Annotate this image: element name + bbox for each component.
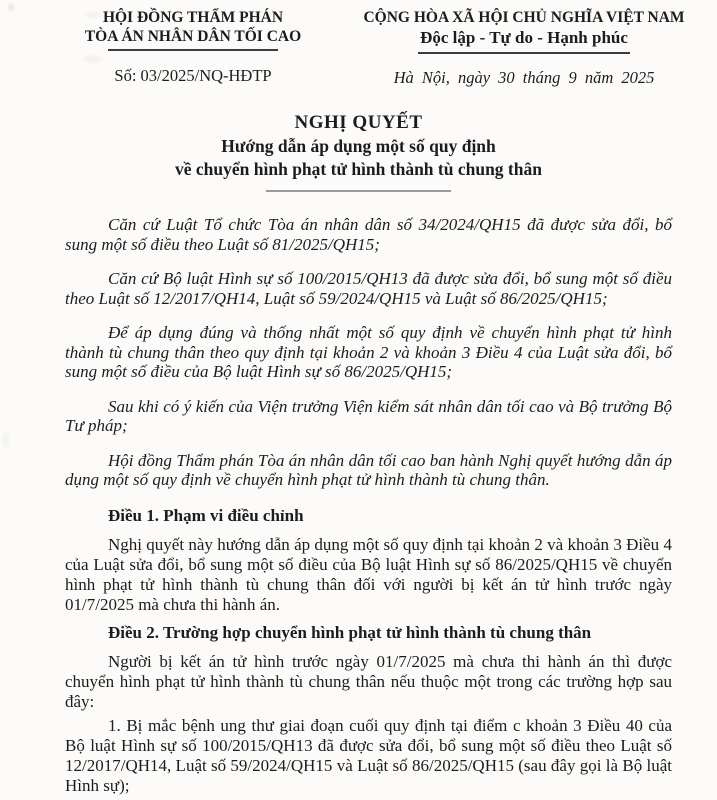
preamble-paragraph: Căn cứ Luật Tổ chức Tòa án nhân dân số 34/2024/QH15 đã được sửa đổi, bổ sung một số điều theo Luật số 81/2025/QH15; [65, 215, 672, 254]
place-date-line: Hà Nội, ngày 30 tháng 9 năm 2025 [393, 68, 655, 87]
preamble-paragraph: Hội đồng Thẩm phán Tòa án nhân dân tối cao ban hành Nghị quyết hướng dẫn áp dụng một số quy định về chuyển hình phạt tử hình thành tù chung thân. [65, 450, 672, 489]
preamble-paragraph: Để áp dụng đúng và thống nhất một số quy định về chuyển hình phạt tử hình thành tù chung thân theo quy định tại khoản 2 và khoản 3 Điều 4 của Luật sửa đổi, bổ sung một số điều của Bộ luật Hình sự số 86/2025/QH15; [65, 323, 672, 381]
article-2-paragraph: Người bị kết án tử hình trước ngày 01/7/2025 mà chưa thi hành án thì được chuyển hình phạt tử hình thành tù chung thân nếu thuộc một trong các trường hợp sau đây: [65, 651, 672, 711]
national-motto: Độc lập - Tự do - Hạnh phúc [420, 28, 628, 47]
article-1-paragraph: Nghị quyết này hướng dẫn áp dụng một số quy định tại khoản 2 và khoản 3 Điều 4 của Luật sửa đổi, bổ sung một số điều của Bộ luật Hình sự số 86/2025/QH15 về chuyển hình phạt tử hình thành tù chung thân đối với người bị kết án tử hình trước ngày 01/7/2025 mà chưa thi hành án. [65, 534, 672, 614]
document-number: Số: 03/2025/NQ-HĐTP [114, 66, 272, 85]
document-subtitle-line2: về chuyển hình phạt tử hình thành tù chung thân [175, 159, 542, 179]
article-1 [65, 505, 672, 615]
issuing-authority-line2: TÒA ÁN NHÂN DÂN TỐI CAO [84, 28, 302, 45]
title-divider [266, 190, 451, 192]
document-header [0, 0, 717, 87]
header-right-divider [418, 52, 630, 54]
issuing-authority-block [45, 8, 341, 87]
issuing-authority-line1: HỘI ĐỒNG THẨM PHÁN [102, 9, 284, 26]
article-1-heading: Điều 1. Phạm vi điều chỉnh [108, 505, 304, 525]
title-block [0, 111, 717, 192]
document-body [0, 215, 717, 796]
article-2-item-1: 1. Bị mắc bệnh ung thư giai đoạn cuối quy định tại điểm c khoản 3 Điều 40 của Bộ luật Hình sự số 100/2015/QH13 đã được sửa đổi, bổ sung một số điều theo Luật số 12/2017/QH14, Luật số 59/2024/QH15 và Luật số 86/2025/QH15 (sau đây gọi là Bộ luật Hình sự); [65, 715, 672, 795]
preamble-paragraph: Sau khi có ý kiến của Viện trưởng Viện kiểm sát nhân dân tối cao và Bộ trưởng Bộ Tư pháp; [65, 396, 672, 435]
national-header-block [341, 8, 707, 87]
scan-artifact [84, 55, 102, 63]
article-2-heading: Điều 2. Trường hợp chuyển hình phạt tử hình thành tù chung thân [108, 622, 592, 642]
national-title: CỘNG HÒA XÃ HỘI CHỦ NGHĨA VIỆT NAM [363, 9, 685, 26]
document-type-title: NGHỊ QUYẾT [294, 112, 423, 133]
document-subtitle-line1: Hướng dẫn áp dụng một số quy định [221, 136, 496, 156]
scan-artifact [8, 4, 14, 11]
header-left-divider [108, 49, 278, 51]
scan-artifact [86, 12, 100, 18]
preamble-section [65, 215, 672, 490]
article-2 [65, 622, 672, 796]
scan-artifact [2, 432, 10, 448]
preamble-paragraph: Căn cứ Bộ luật Hình sự số 100/2015/QH13 đã được sửa đổi, bổ sung một số điều theo Luật số 12/2017/QH14, Luật số 59/2024/QH15 và Luật số 86/2025/QH15; [65, 269, 672, 308]
